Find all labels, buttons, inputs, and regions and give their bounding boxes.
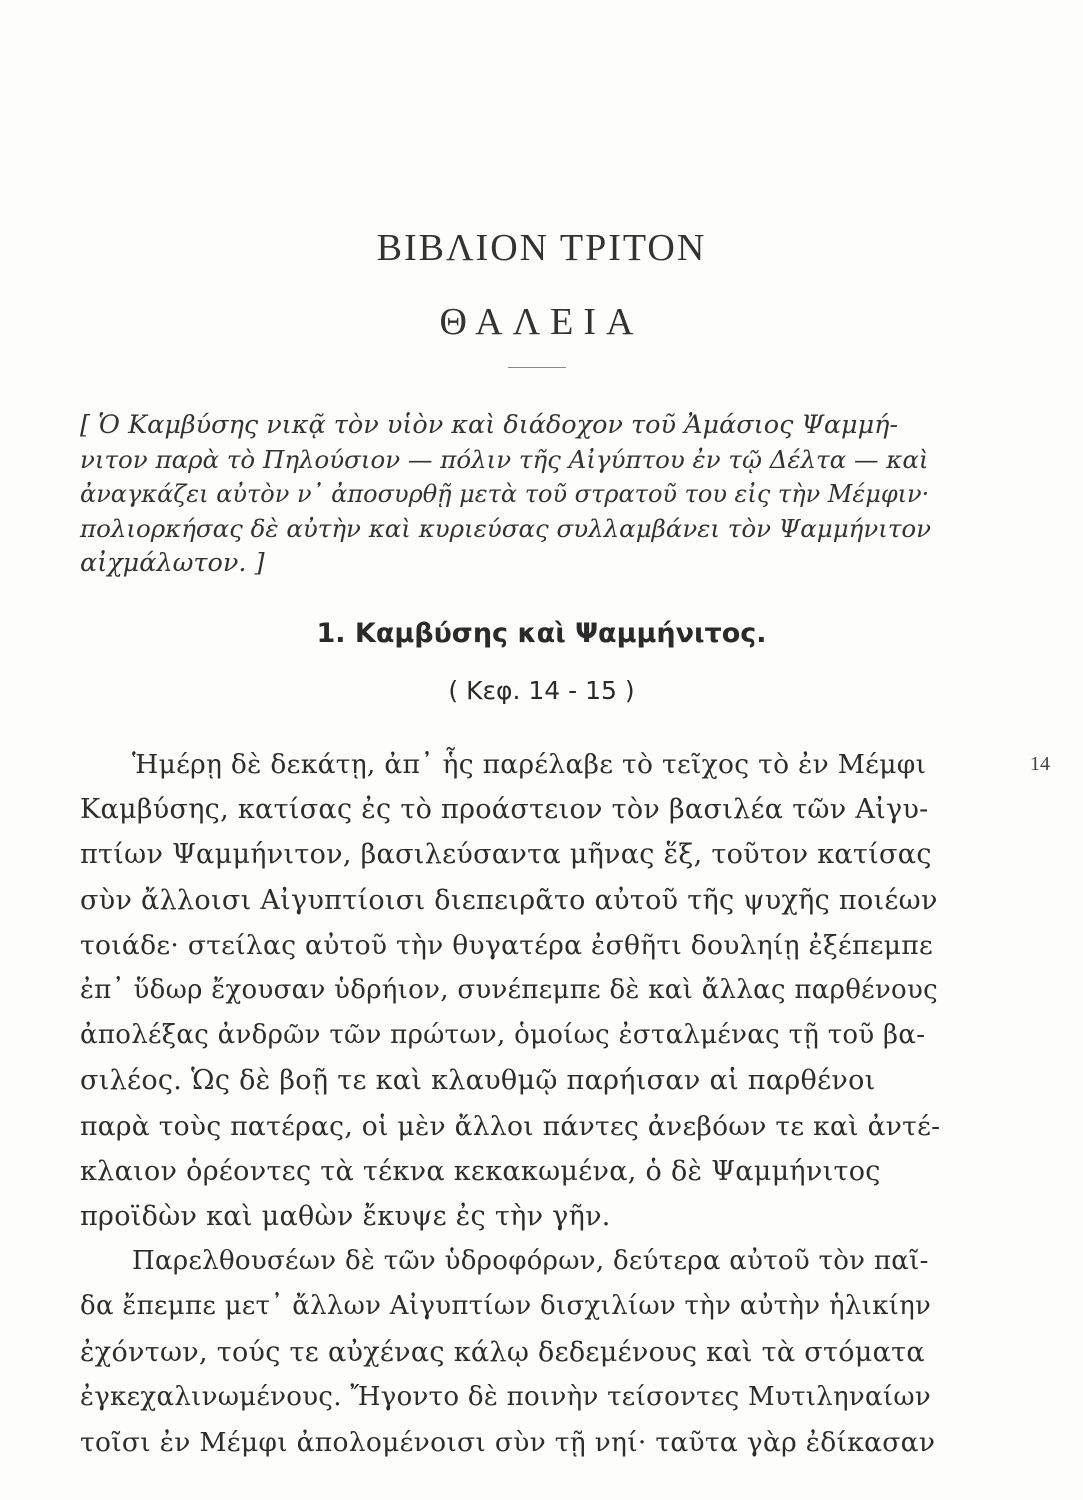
text-line: πτίων Ψαμμήνιτον, βασιλεύσαντα μῆνας ἕξ, τοῦτον κατίσας bbox=[80, 839, 932, 871]
title-rule bbox=[508, 367, 566, 368]
text-line: σὺν ἄλλοισι Αἰγυπτίοισι διεπειρᾶτο αὐτοῦ τῆς ψυχῆς ποιέων bbox=[80, 884, 938, 916]
text-line: προϊδὼν καὶ μαθὼν ἔκυψε ἐς τὴν γῆν. bbox=[80, 1201, 611, 1233]
chapter-summary bbox=[80, 408, 936, 581]
text-line: τοῖσι ἐν Μέμφι ἀπολομένοισι σὺν τῇ νηί· ταῦτα γὰρ ἐδίκασαν bbox=[80, 1427, 936, 1459]
summary-line: νιτον παρὰ τὸ Πηλούσιον — πόλιν τῆς Αἰγύπτου ἐν τῷ Δέλτα — καὶ bbox=[80, 444, 929, 474]
chapter-reference: ( Κεφ. 14 - 15 ) bbox=[448, 676, 635, 705]
summary-line: αἰχμάλωτον. ] bbox=[80, 548, 265, 578]
text-line: ἐγκεχαλινωμένους. Ἤγοντο δὲ ποινὴν τείσοντες Μυτιληναίων bbox=[80, 1381, 931, 1412]
summary-line: [ Ὁ Καμβύσης νικᾷ τὸν υἱὸν καὶ διάδοχον τοῦ Ἀμάσιος Ψαμμή- bbox=[80, 410, 899, 440]
summary-line: πολιορκήσας δὲ αὐτὴν καὶ κυριεύσας συλλαμβάνει τὸν Ψαμμήνιτον bbox=[80, 513, 932, 543]
text-line: παρὰ τοὺς πατέρας, οἱ μὲν ἄλλοι πάντες ἀνεβόων τε καὶ ἀντέ- bbox=[80, 1110, 941, 1142]
text-line: Καμβύσης, κατίσας ἐς τὸ προάστειον τὸν βασιλέα τῶν Αἰγυ- bbox=[80, 794, 929, 826]
text-line: Παρελθουσέων δὲ τῶν ὑδροφόρων, δεύτερα αὐτοῦ τὸν παῖ- bbox=[132, 1246, 929, 1277]
text-line: δα ἔπεμπε μετ᾽ ἄλλων Αἰγυπτίων δισχιλίων τὴν αὐτὴν ἡλικίην bbox=[80, 1291, 932, 1322]
text-line: ἐπ᾽ ὕδωρ ἔχουσαν ὑδρήιον, συνέπεμπε δὲ καὶ ἄλλας παρθένους bbox=[80, 975, 938, 1006]
section-heading: 1. Καμβύσης καὶ Ψαμμήνιτος. bbox=[316, 618, 767, 649]
text-line: κλαιον ὁρέοντες τὰ τέκνα κεκακωμένα, ὁ δὲ Ψαμμήνιτος bbox=[80, 1155, 881, 1187]
paragraph bbox=[80, 742, 940, 1239]
text-line: ἀπολέξας ἀνδρῶν τῶν πρώτων, ὁμοίως ἐσταλμένας τῇ τοῦ βα- bbox=[80, 1020, 926, 1051]
text-line: τοιάδε· στείλας αὐτοῦ τὴν θυγατέρα ἐσθῆτι δουληίῃ ἐξέπεμπε bbox=[80, 929, 934, 961]
book-subtitle: ΘΑΛΕΙΑ bbox=[439, 301, 644, 343]
book-title: ΒΙΒΛΙΟΝ ΤΡΙΤΟΝ bbox=[376, 227, 707, 269]
text-line: Ἡμέρῃ δὲ δεκάτῃ, ἀπ᾽ ἧς παρέλαβε τὸ τεῖχος τὸ ἐν Μέμφι bbox=[132, 749, 927, 780]
summary-line: ἀναγκάζει αὐτὸν ν᾽ ἀποσυρθῇ μετὰ τοῦ στρατοῦ του εἰς τὴν Μέμφιν· bbox=[80, 480, 930, 508]
text-line: σιλέος. Ὡς δὲ βοῇ τε καὶ κλαυθμῷ παρήισαν αἱ παρθένοι bbox=[80, 1065, 876, 1097]
text-line: ἐχόντων, τούς τε αὐχένας κάλῳ δεδεμένους καὶ τὰ στόματα bbox=[80, 1336, 925, 1368]
paragraph bbox=[80, 1239, 940, 1465]
body-text bbox=[80, 742, 940, 1465]
margin-chapter-number: 14 bbox=[1030, 753, 1050, 775]
